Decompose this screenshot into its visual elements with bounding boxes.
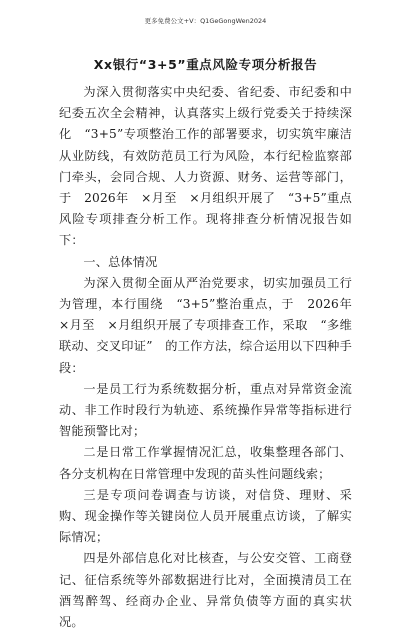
paragraph-overview: 为深入贯彻全面从严治党要求，切实加强员工行为管理，本行围绕 “3+5”整治重点，于 2026年 ×月至 ×月组织开展了专项排查工作，采取 “多维联动、交叉印证” 的工作方法，综合运用以下四种手段：: [59, 275, 365, 375]
document-body: [59, 82, 365, 633]
paragraph-method-1: 一是员工行为系统数据分析，重点对异常资金流动、非工作时段行为轨迹、系统操作异常等指标进行智能预警比对；: [59, 381, 352, 439]
paragraph-method-4: 四是外部信息化对比核查，与公安交管、工商登记、征信系统等外部数据进行比对，全面摸清员工在酒驾醉驾、经商办企业、异常负债等方面的真实状况。: [59, 551, 352, 630]
paragraph-intro: 为深入贯彻落实中央纪委、省纪委、市纪委和中纪委五次全会精神，认真落实上级行党委关于持续深化 “3+5”专项整治工作的部署要求，切实筑牢廉洁从业防线，有效防范员工行为风险，本行纪检监察部门牵头，会同合规、人力资源、财务、运营等部门，于 2026年 ×月至 ×月组织开展了 “3+5”重点风险专项排查分析工作。现将排查分析情况报告如下：: [59, 85, 352, 248]
section-heading-overview: 一、总体情况: [83, 254, 158, 269]
header-promo-note: 更多免费公文+V：Q1GeGongWen2024: [144, 17, 267, 25]
paragraph-method-3: 三是专项问卷调查与访谈，对信贷、理财、采购、现金操作等关键岗位人员开展重点访谈，了解实际情况；: [59, 487, 352, 545]
paragraph-method-2: 二是日常工作掌握情况汇总，收集整理各部门、各分支机构在日常管理中发现的苗头性问题线索；: [59, 445, 352, 481]
document-title: Xx银行“3+5”重点风险专项分析报告: [93, 57, 318, 72]
